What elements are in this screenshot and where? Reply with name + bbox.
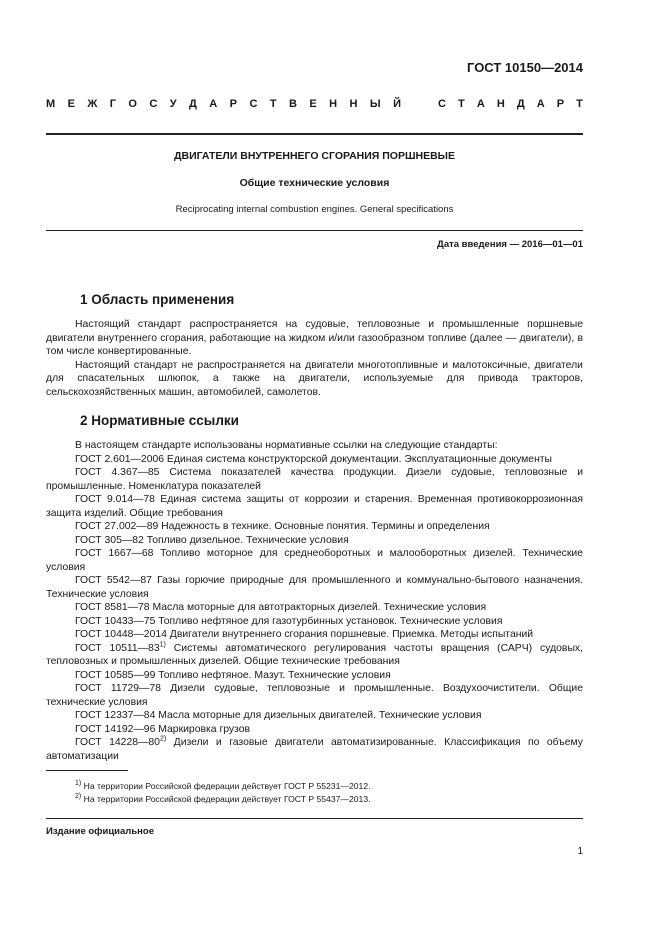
reference-code: ГОСТ 12337—84 (75, 710, 156, 721)
section-1-paragraph: Настоящий стандарт распространяется на судовые, тепловозные и промышленные поршневые двигатели внутреннего сгорания, работающие на жидком и/или газообразном топливе (далее — двигатели), в том числе конвертированные. (46, 319, 583, 357)
reference-title: Надежность в технике. Основные понятия. Термины и определения (158, 521, 490, 532)
banner-letter: Н (329, 98, 338, 110)
reference-item (46, 736, 583, 763)
official-edition: Издание официальное (46, 826, 154, 837)
reference-item (46, 574, 583, 601)
reference-title: Масла моторные для дизельных двигателей. Технические условия (155, 710, 482, 721)
reference-item (46, 520, 583, 534)
top-rule (46, 133, 583, 135)
document-title: ДВИГАТЕЛИ ВНУТРЕННЕГО СГОРАНИЯ ПОРШНЕВЫЕ (174, 150, 455, 162)
banner-letter: С (249, 98, 258, 110)
reference-item (46, 642, 583, 669)
banner-letter: Т (458, 98, 465, 110)
footnote-mark: 2) (75, 792, 82, 800)
reference-code: ГОСТ 10433—75 (75, 615, 156, 627)
banner-letter: О (128, 98, 137, 110)
reference-code: ГОСТ 9.014—78 (75, 494, 155, 505)
reference-item (46, 615, 583, 629)
banner-letter: Н (349, 98, 358, 110)
introduction-date: Дата введения — 2016—01—01 (437, 239, 583, 250)
footnote-mark: 1) (75, 780, 82, 788)
bottom-rule (46, 818, 583, 819)
reference-title: Топливо нефтяное для газотурбинных установок. Технические условия (155, 615, 503, 627)
reference-list (46, 453, 583, 764)
banner-letter: У (169, 98, 177, 110)
reference-title: Топливо нефтяное. Мазут. Технические условия (155, 669, 391, 681)
banner-letter: С (438, 98, 446, 110)
section-1-body (46, 318, 583, 399)
standard-word (438, 98, 583, 110)
banner-letter: А (476, 98, 485, 110)
reference-title: Топливо дизельное. Технические условия (143, 534, 349, 546)
banner-letter: М (46, 98, 56, 110)
reference-item (46, 466, 583, 493)
reference-title: Газы горючие природные для промышленного и коммунально-бытового назначения. Технические условия (46, 575, 583, 600)
reference-code: ГОСТ 4.367—85 (75, 467, 160, 478)
reference-item (46, 682, 583, 709)
footnote-rule (46, 770, 128, 771)
banner-letter: Ы (369, 98, 381, 110)
reference-code: ГОСТ 1667—68 (75, 548, 154, 559)
banner-letter: Н (496, 98, 505, 110)
references-intro: В настоящем стандарте использованы нормативные ссылки на следующие стандарты: (75, 440, 498, 451)
banner-letter: Т (269, 98, 277, 110)
section-1-paragraph: Настоящий стандарт не распространяется на двигатели многотопливные и малотоксичные, двигатели для спасательных шлюпок, а также на двигатели, используемые для привода тракторов, сельскохозяйственных машин, автомобилей, самолетов. (46, 359, 583, 398)
footnote-marker: 2) (159, 735, 167, 743)
banner-letter: Р (229, 98, 238, 110)
title-rule (46, 230, 583, 231)
reference-title: Дизели судовые, тепловозные и промышленные. Воздухоочистители. Общие технические условия (46, 683, 583, 708)
reference-code: ГОСТ 14192—96 (75, 723, 156, 735)
banner-letter: Г (109, 98, 116, 110)
reference-item (46, 628, 583, 642)
banner-letter: Р (556, 98, 565, 110)
reference-title: Системы автоматического регулирования частоты вращения (САРЧ) судовых, тепловозных и промышленных дизелей. Общие технические требования (46, 642, 583, 667)
interstate-standard-banner (46, 98, 583, 110)
reference-code: ГОСТ 5542—87 (75, 575, 152, 586)
reference-item (46, 709, 583, 723)
footnote (46, 793, 583, 806)
reference-item (46, 534, 583, 548)
footnotes (46, 780, 583, 805)
standard-number: ГОСТ 10150—2014 (467, 60, 583, 75)
reference-item (46, 493, 583, 520)
reference-code: ГОСТ 8581—78 (75, 602, 150, 613)
english-title: Reciprocating internal combustion engines. General specifications (175, 204, 454, 215)
reference-code: ГОСТ 27.002—89 (75, 521, 159, 532)
banner-letter: Д (189, 98, 197, 110)
reference-item (46, 547, 583, 574)
normative-references (46, 439, 583, 763)
banner-letter: Д (516, 98, 525, 110)
reference-code: ГОСТ 305—82 (75, 534, 144, 546)
reference-code: ГОСТ 10511—83 (75, 642, 160, 654)
banner-letter: А (209, 98, 218, 110)
reference-title: Дизели и газовые двигатели автоматизированные. Классификация по объему автоматизации (46, 737, 584, 762)
reference-code: ГОСТ 10585—99 (75, 669, 156, 681)
banner-letter: А (536, 98, 545, 110)
reference-code: ГОСТ 14228—80 (75, 737, 160, 748)
reference-item (46, 723, 583, 737)
reference-title: Двигатели внутреннего сгорания поршневые. Приемка. Методы испытаний (166, 629, 534, 640)
reference-code: ГОСТ 2.601—2006 (75, 453, 165, 465)
reference-code: ГОСТ 10448—2014 (75, 629, 167, 640)
banner-letter: Й (393, 98, 401, 110)
banner-letter: Е (67, 98, 75, 110)
banner-letter: Е (309, 98, 317, 110)
footnote-marker: 1) (159, 641, 166, 649)
footnote (46, 780, 583, 793)
section-1-heading: 1 Область применения (80, 292, 235, 307)
reference-title: Масла моторные для автотракторных дизелей. Технические условия (149, 602, 487, 613)
reference-title: Единая система защиты от коррозии и старения. Временная противокоррозионная защита изделий. Общие требования (46, 494, 583, 519)
reference-title: Единая система конструкторской документации. Эксплуатационные документы (164, 453, 553, 465)
document-subtitle: Общие технические условия (239, 177, 390, 189)
page-number: 1 (577, 846, 583, 857)
section-2-heading: 2 Нормативные ссылки (80, 413, 239, 428)
banner-letter: В (288, 98, 297, 110)
reference-title: Система показателей качества продукции. Дизели судовые, тепловозные и промышленные. Номенклатура показателей (46, 467, 584, 492)
footnote-text: На территории Российской федерации действует ГОСТ Р 55437—2013. (81, 793, 371, 804)
reference-code: ГОСТ 11729—78 (75, 683, 161, 694)
reference-title: Маркировка грузов (155, 723, 251, 735)
banner-letter: С (149, 98, 158, 110)
reference-title: Топливо моторное для среднеоборотных и малооборотных дизелей. Технические условия (46, 548, 583, 573)
banner-letter: Т (576, 98, 583, 110)
reference-item (46, 669, 583, 683)
reference-item (46, 453, 583, 467)
footnote-text: На территории Российской федерации действует ГОСТ Р 55231—2012. (81, 781, 371, 791)
interstate-word (46, 98, 401, 110)
banner-letter: Ж (87, 98, 98, 110)
reference-item (46, 601, 583, 615)
